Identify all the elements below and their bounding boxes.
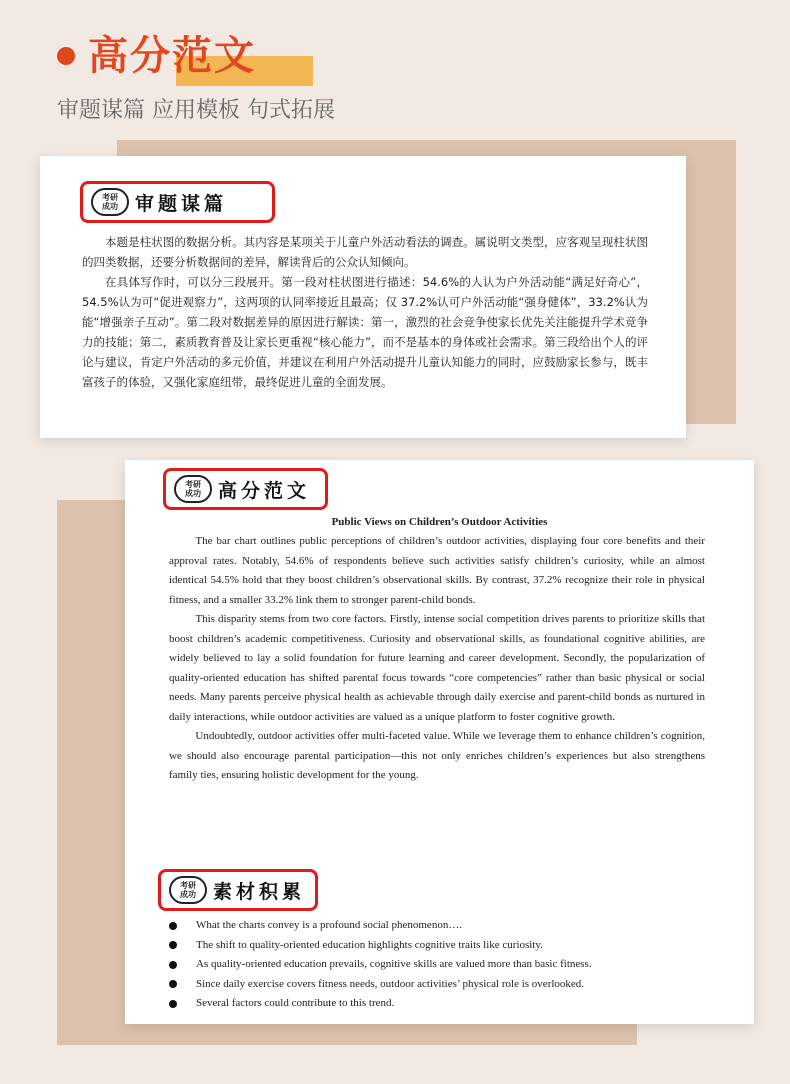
essay-paragraph: The bar chart outlines public perceptions of children’s outdoor activities, displaying four core benefits and their approval rates. Notably, 54.6% of respondents believe such activities satisfy children’s curiosity, while an almost identical 54.5% hold that they boost children’s observational skills. By contrast, 37.2% recognize their role in physical fitness, and a smaller 33.2% link them to stronger parent-child bonds. <box>169 535 705 606</box>
essay-title: Public Views on Children’s Outdoor Activities <box>331 516 548 528</box>
bullet-icon <box>169 980 177 988</box>
bullet-icon <box>169 922 177 930</box>
essay-text <box>169 532 705 786</box>
header-dot <box>57 47 75 65</box>
section-label: 素材积累 <box>213 880 306 903</box>
section-label: 审题谋篇 <box>135 192 228 215</box>
analysis-card <box>40 156 686 438</box>
materials-list <box>169 916 729 1014</box>
list-item: The shift to quality-oriented education highlights cognitive traits like curiosity. <box>169 936 729 956</box>
section-label: 高分范文 <box>218 479 311 502</box>
bullet-icon <box>169 941 177 949</box>
analysis-paragraph: 在具体写作时，可以分三段展开。第一段对柱状图进行描述：54.6%的人认为户外活动能“满足好奇心”，54.5%认为可“促进观察力”，这两项的认同率接近且最高；仅 37.2%认可户外活动能“强身健体”，33.2%认为能“增强亲子互动”。第二段对数据差异的原因进行解读：第一，激烈的社会竞争使家长优先关注能提升学术竞争力的技能；第二，素质教育普及让家长更重视“核心能力”，而不是基本的身体或社会需求。第三段给出个人的评论与建议，肯定户外活动的多元价值，并建议在利用户外活动提升儿童认知能力的同时，应鼓励家长参与，既丰富孩子的体验，又强化家庭纽带，最终促进儿童的全面发展。 <box>82 275 648 389</box>
page-title: 高分范文 <box>88 33 256 79</box>
section-tag-essay <box>163 468 328 510</box>
section-tag-materials <box>158 869 318 911</box>
essay-paragraph: Undoubtedly, outdoor activities offer multi-faceted value. While we leverage them to enhance children’s cognition, we should also encourage parental participation—this not only enriches children’s experiences but also strengthens family ties, ensuring holistic development for the young. <box>169 730 705 781</box>
bullet-icon <box>169 1000 177 1008</box>
list-item: As quality-oriented education prevails, cognitive skills are valued more than basic fitness. <box>169 955 729 975</box>
page-subtitle: 审题谋篇 应用模板 句式拓展 <box>57 98 335 123</box>
brand-logo-icon: 考研 成功 <box>169 876 207 904</box>
list-item: Since daily exercise covers fitness needs, outdoor activities’ physical role is overlooked. <box>169 975 729 995</box>
brand-logo-icon: 考研 成功 <box>91 188 129 216</box>
analysis-text <box>82 232 648 392</box>
list-item: Several factors could contribute to this trend. <box>169 994 729 1014</box>
bullet-icon <box>169 961 177 969</box>
analysis-paragraph: 本题是柱状图的数据分析。其内容是某项关于儿童户外活动看法的调查。属说明文类型，应客观呈现柱状图的四类数据，还要分析数据间的差异，解读背后的公众认知倾向。 <box>82 235 648 269</box>
list-item: What the charts convey is a profound social phenomenon…. <box>169 916 729 936</box>
essay-paragraph: This disparity stems from two core factors. Firstly, intense social competition drives parents to prioritize skills that boost children’s academic competitiveness. Curiosity and observational skills, as foundational cognitive abilities, are widely believed to lay a solid foundation for future learning and career development. Secondly, the popularization of quality-oriented education has shifted parental focus towards “core competencies” rather than basic physical or social needs. Many parents perceive physical health as achievable through daily exercise and parent-child bonds as nurtured in daily interactions, while outdoor activities are valued as a unique platform to foster cognitive growth. <box>169 613 705 723</box>
section-tag-analysis <box>80 181 275 223</box>
brand-logo-icon: 考研 成功 <box>174 475 212 503</box>
essay-card <box>125 460 754 1024</box>
